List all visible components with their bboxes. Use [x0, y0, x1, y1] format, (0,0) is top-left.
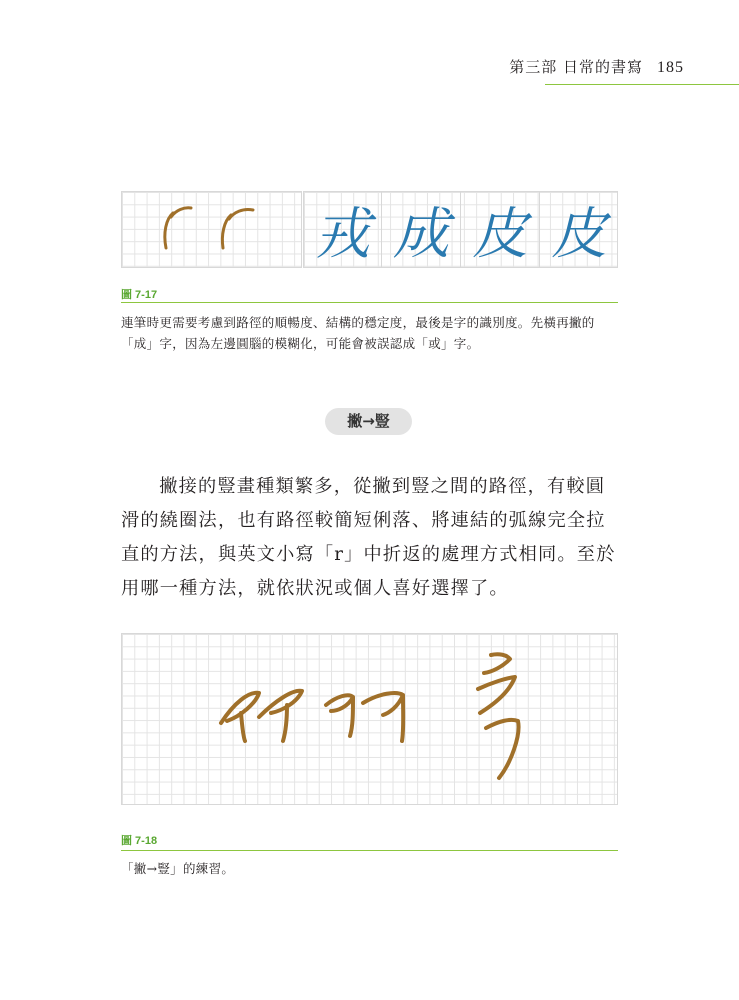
- glyph-cell: [382, 191, 461, 268]
- header-rule: [545, 84, 739, 85]
- figure-label-7-18: 圖 7-18: [121, 835, 158, 847]
- glyph-cell: [540, 191, 618, 268]
- blue-glyph-row: [303, 191, 618, 268]
- glyph: 戎: [314, 201, 370, 267]
- figure-caption-7-18: 「撇→豎」的練習。: [121, 861, 235, 876]
- gold-stroke-practice: [121, 633, 618, 805]
- glyph: 皮: [551, 201, 607, 267]
- glyph-cell: [461, 191, 540, 268]
- chapter-title: 第三部 日常的書寫: [509, 58, 643, 76]
- section-title-pill: 撇→豎: [325, 408, 412, 435]
- gold-stroke-samples: [121, 191, 302, 268]
- page-number: 185: [657, 59, 684, 76]
- glyph: 皮: [472, 201, 528, 267]
- figure-label-7-17: 圖 7-17: [121, 289, 158, 301]
- running-head: [509, 56, 684, 77]
- glyph: 成: [393, 201, 449, 267]
- glyph-cell: [303, 191, 382, 268]
- figure-rule: [121, 302, 618, 303]
- body-paragraph: 撇接的豎畫種類繁多，從撇到豎之間的路徑，有較圓滑的繞圈法，也有路徑較簡短俐落、將連結的弧線完全拉直的方法，與英文小寫「r」中折返的處理方式相同。至於用哪一種方法，就依狀況或個人喜好選擇了。: [121, 476, 616, 599]
- figure-caption-7-17: 連筆時更需要考慮到路徑的順暢度、結構的穩定度，最後是字的識別度。先橫再撇的「成」字，因為左邊圓腦的模糊化，可能會被誤認成「或」字。: [121, 315, 595, 351]
- figure-rule: [121, 850, 618, 851]
